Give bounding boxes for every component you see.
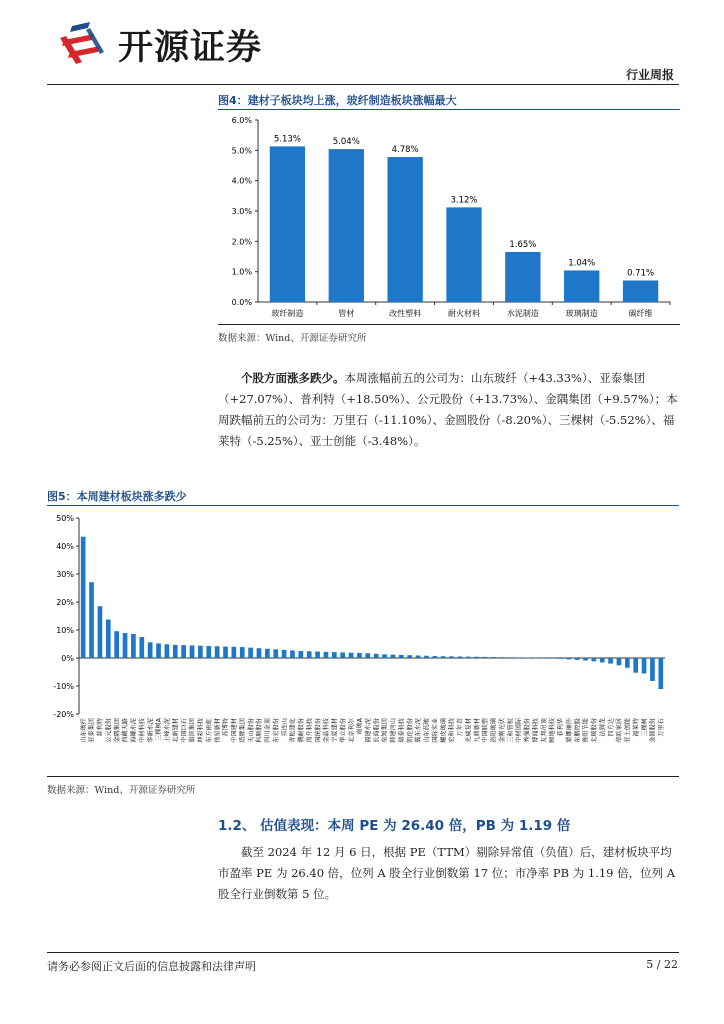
chart5-bar [315, 652, 320, 658]
chart5-bar [583, 658, 588, 661]
chart5-x-tick-label: 金晶科技 [323, 718, 331, 743]
chart4-data-label: 3.12% [450, 195, 478, 206]
chart5-x-tick-label: 青松建化 [289, 718, 297, 743]
chart5-x-tick-label: 福莱特 [632, 718, 640, 737]
chart5-x-tick-label: 东宏股份 [272, 718, 280, 743]
chart5-bar [625, 658, 630, 668]
chart5-x-tick-label: 蒙娜丽莎 [565, 718, 573, 743]
chart5-x-tick-label: 海螺水泥 [130, 718, 138, 743]
figure5-title-rule [47, 505, 679, 506]
chart5-bar [240, 647, 245, 658]
chart5-x-tick-label: 友邦吊顶 [540, 718, 548, 743]
chart5-x-tick-label: 北新建材 [172, 718, 180, 743]
figure4-bottom-rule [218, 324, 680, 325]
chart4-bar [329, 149, 364, 302]
footer-divider [47, 952, 679, 953]
chart5-x-tick-label: 法狮龙 [599, 718, 607, 737]
report-type-label: 行业周报 [625, 68, 674, 82]
chart5-x-tick-label: 韩建河山 [390, 718, 398, 743]
chart5-x-tick-label: 万里石 [658, 718, 666, 737]
figure4-source: 数据来源：Wind、开源证券研究所 [218, 333, 367, 344]
chart4-data-label: 5.13% [273, 134, 301, 145]
chart5-bar [466, 657, 471, 658]
chart5-x-tick-label: 天山股份 [247, 718, 255, 743]
chart5-x-tick-label: 金刚光伏 [498, 718, 506, 743]
chart5-bar [148, 642, 153, 658]
chart5-y-tick-label: 50% [56, 514, 74, 523]
chart5-bar [424, 656, 429, 658]
chart5-x-tick-label: 洛阳玻璃 [490, 718, 498, 743]
chart5-x-tick-label: 四方达 [607, 718, 615, 737]
chart5-x-tick-label: 冀东水泥 [415, 718, 423, 743]
figure5-title: 图5：本周建材板块涨多跌少 [47, 490, 187, 503]
chart5-x-tick-label: 中材科技 [138, 718, 146, 743]
chart5-bar [650, 658, 655, 681]
chart4-x-tick-label: 碳纤维 [628, 309, 653, 318]
chart4-bar [564, 270, 599, 302]
chart5-bar [232, 647, 237, 658]
chart5-bar [407, 655, 412, 658]
chart5-x-tick-label: 菲利华 [557, 718, 565, 737]
chart5-bar [399, 655, 404, 658]
chart5-x-tick-label: 山东药玻 [423, 718, 431, 743]
chart5-bar [474, 657, 479, 658]
chart5-bar [206, 646, 211, 658]
chart5-bar [516, 657, 521, 658]
chart5-x-tick-label: 祁连山 [281, 718, 289, 737]
chart5-bar [123, 633, 128, 658]
chart5-x-tick-label: 三棵树A [155, 718, 163, 741]
chart5-bar [608, 658, 613, 664]
chart5-bar [298, 651, 303, 658]
chart4-data-label: 1.65% [509, 239, 537, 250]
chart5-x-tick-label: 长海股份 [373, 718, 381, 743]
chart5-x-tick-label: 旗滨集团 [189, 718, 197, 743]
chart5-x-tick-label: 国际实业 [431, 718, 439, 743]
stocks-paragraph-lead: 个股方面涨多跌少。 [241, 371, 345, 385]
chart5-x-tick-label: 光威复材 [465, 718, 473, 743]
chart4-data-label: 1.04% [568, 258, 596, 269]
chart5-x-tick-label: 中国建材 [231, 718, 239, 743]
chart5-x-tick-label: 博闻科技 [532, 718, 540, 743]
header-divider [47, 84, 679, 85]
chart5-bar [449, 656, 454, 658]
chart5-x-tick-label: 亚士创能 [624, 718, 632, 743]
chart5-x-tick-label: 三和管桩 [507, 718, 515, 743]
logo-text: 开源证券 [118, 28, 263, 68]
chart5-x-tick-label: 福建水泥 [365, 718, 373, 743]
chart5-bar [349, 653, 354, 658]
chart4-data-label: 4.78% [391, 145, 419, 156]
chart5-x-tick-label: 顾地科技 [549, 718, 557, 743]
chart4-bar [505, 252, 540, 302]
chart5-bar [215, 646, 220, 658]
chart5-bar [600, 658, 605, 662]
chart5-y-tick-label: 10% [56, 626, 74, 635]
chart5-x-tick-label: 三棵树 [641, 718, 649, 737]
figure5-bottom-rule [47, 776, 679, 777]
chart5-x-tick-label: 科顺股份 [256, 718, 264, 743]
chart5-bar [591, 658, 596, 661]
chart4-y-tick-label: 4.0% [231, 176, 252, 186]
chart5-x-tick-label: 华新水泥 [147, 718, 155, 743]
chart4-y-tick-label: 3.0% [231, 207, 252, 216]
chart5-bar [257, 648, 262, 658]
chart5-bar [165, 644, 170, 658]
chart5-bar [190, 645, 195, 658]
chart4-x-tick-label: 管材 [338, 309, 355, 318]
chart4-bar [387, 157, 422, 302]
chart5-y-tick-label: 0% [61, 654, 74, 663]
chart5-bar [114, 631, 119, 658]
chart5-bar [365, 653, 370, 658]
stocks-paragraph [218, 368, 682, 452]
chart5-bar [156, 643, 161, 658]
chart5-bar [550, 658, 555, 659]
chart4-y-tick-label: 1.0% [231, 267, 252, 277]
chart5-bar [81, 537, 86, 658]
chart5-x-tick-label: 秀强股份 [524, 718, 532, 743]
chart5-bar [290, 650, 295, 658]
chart5-bar [575, 658, 580, 660]
chart5-bar [307, 651, 312, 658]
chart5-x-tick-label: 金隅集团 [113, 718, 121, 743]
chart5-bar [139, 637, 144, 658]
chart4-y-tick-label: 6.0% [231, 116, 252, 125]
chart5-x-tick-label: 鲁阳节能 [582, 718, 590, 743]
chart5-bar [642, 658, 647, 673]
chart5-bar [508, 657, 513, 658]
chart5-x-tick-label: 公元股份 [105, 718, 113, 743]
chart5-x-tick-label: 帝欧家居 [616, 718, 624, 743]
chart5-x-tick-label: 垒知集团 [381, 718, 389, 743]
chart5-x-tick-label: 中国联塑 [482, 718, 490, 743]
chart5-bar [131, 634, 136, 658]
chart5-bar [382, 654, 387, 658]
chart5-x-tick-label: 南玻A [356, 718, 364, 735]
chart5-bar [332, 652, 337, 658]
chart5-y-tick-label: -10% [53, 682, 74, 691]
chart5-x-tick-label: 中国巨石 [180, 718, 188, 743]
chart5-x-tick-label: 苏博特 [222, 718, 230, 737]
chart5-x-tick-label: 凯伦股份 [406, 718, 414, 743]
chart5-bar [499, 657, 504, 658]
chart5-y-tick-label: 40% [56, 542, 74, 551]
chart4-y-tick-label: 5.0% [231, 146, 252, 156]
chart5-bar [441, 656, 446, 658]
chart5-x-tick-label: 塔牌集团 [239, 718, 247, 743]
figure4-chart [218, 110, 680, 324]
chart5-bar [248, 648, 253, 658]
chart4-x-tick-label: 玻璃制造 [565, 309, 598, 318]
chart4-data-label: 0.71% [627, 268, 655, 279]
chart5-bar [617, 658, 622, 665]
chart5-bar [566, 658, 571, 659]
chart5-bar [223, 647, 228, 658]
chart5-x-tick-label: 万年青 [457, 718, 465, 737]
chart4-data-label: 5.04% [332, 137, 360, 148]
chart5-x-tick-label: 坤彩科技 [197, 718, 205, 743]
chart5-bar [89, 582, 94, 658]
chart5-x-tick-label: 山东玻纤 [80, 718, 88, 743]
chart5-bar [432, 656, 437, 658]
chart5-bar [98, 606, 103, 658]
chart5-bar [458, 656, 463, 658]
kaiyuan-logo-icon [60, 22, 108, 66]
chart5-x-tick-label: 东鹏控股 [574, 718, 582, 743]
chart5-bar [633, 658, 638, 673]
figure5-chart [47, 508, 679, 774]
chart5-bar [106, 620, 111, 658]
chart5-x-tick-label: 四川金顶 [264, 718, 272, 743]
chart5-bar [416, 655, 421, 658]
chart5-x-tick-label: 宁夏建材 [331, 718, 339, 743]
chart5-x-tick-label: 瑞泰科技 [398, 718, 406, 743]
valuation-paragraph: 截至 2024 年 12 月 6 日，根据 PE（TTM）剔除异常值（负值）后，建材板块平均市盈率 PE 为 26.40 倍，位列 A 股全行业倒数第 17 位；市净率 PB 为 1.19 倍，位列 A 股全行业倒数第 5 位。 [218, 845, 676, 901]
chart5-x-tick-label: 濮耐股份 [298, 718, 306, 743]
chart5-bar [391, 655, 396, 658]
chart5-bar [491, 657, 496, 658]
chart5-bar [273, 649, 278, 658]
chart5-y-tick-label: 30% [56, 570, 74, 579]
chart4-x-tick-label: 改性塑料 [389, 309, 422, 318]
chart5-bar [558, 658, 563, 659]
chart4-x-tick-label: 玻纤制造 [271, 309, 304, 318]
chart5-bar [658, 658, 663, 689]
chart5-bar [357, 653, 362, 658]
chart5-bar [541, 658, 546, 659]
footer-disclaimer: 请务必参阅正文后面的信息披露和法律声明 [47, 960, 256, 973]
chart4-bar [270, 146, 305, 302]
chart5-x-tick-label: 华立股份 [339, 718, 347, 743]
chart5-x-tick-label: 北玻股份 [591, 718, 599, 743]
chart5-x-tick-label: 九鼎新材 [473, 718, 481, 743]
chart5-x-tick-label: 亚泰集团 [88, 718, 96, 743]
page-number: 5 / 22 [646, 958, 678, 971]
chart5-bar [181, 645, 186, 658]
figure5-source: 数据来源：Wind、开源证券研究所 [47, 785, 196, 796]
chart4-bar [446, 207, 481, 302]
chart5-bar [282, 650, 287, 658]
chart5-x-tick-label: 东方雨虹 [205, 718, 213, 743]
chart4-x-tick-label: 耐火材料 [448, 309, 480, 318]
chart4-y-tick-label: 2.0% [231, 237, 252, 247]
chart5-bar [374, 654, 379, 658]
stocks-paragraph-body: 本周涨幅前五的公司为：山东玻纤（+43.33%）、亚泰集团（+27.07%）、普利特（+18.50%）、公元股份（+13.73%）、金隅集团（+9.57%）；本周跌幅前五的公司为：万里石（-11.10%）、金圆股份（-8.20%）、三棵树（-5.52%）、福莱特（-5.25%）、亚士创能（-3.48%）。 [218, 371, 678, 448]
chart5-x-tick-label: 金圆股份 [649, 718, 657, 743]
chart5-bar [173, 645, 178, 658]
chart5-bar [324, 652, 329, 658]
chart5-x-tick-label: 普利特 [97, 718, 105, 737]
chart5-y-tick-label: 20% [56, 598, 74, 607]
chart5-x-tick-label: 国统股份 [314, 718, 322, 743]
chart4-bar [623, 280, 658, 302]
chart5-x-tick-label: 耀皮玻璃 [440, 718, 448, 743]
chart4-x-tick-label: 水泥制造 [506, 309, 539, 318]
section-heading: 1.2、 估值表现：本周 PE 为 26.40 倍，PB 为 1.19 倍 [218, 818, 571, 834]
chart5-x-tick-label: 再升科技 [306, 718, 314, 743]
figure4-title: 图4：建材子板块均上涨，玻纤制造板块涨幅最大 [218, 94, 457, 107]
chart5-bar [340, 652, 345, 658]
chart5-x-tick-label: 上峰水泥 [164, 718, 172, 743]
chart5-x-tick-label: 伟星新材 [214, 718, 222, 743]
chart5-bar [265, 649, 270, 658]
chart5-bar [198, 646, 203, 658]
chart5-x-tick-label: 西藏天路 [122, 718, 130, 743]
chart4-y-tick-label: 0.0% [231, 298, 252, 307]
chart5-x-tick-label: 中材国际 [515, 718, 523, 743]
chart5-bar [525, 658, 530, 659]
chart5-y-tick-label: -20% [53, 710, 74, 719]
chart5-x-tick-label: 北京利尔 [348, 718, 356, 743]
chart5-x-tick-label: 宏和科技 [448, 718, 456, 743]
chart5-bar [483, 657, 488, 658]
chart5-bar [533, 658, 538, 659]
